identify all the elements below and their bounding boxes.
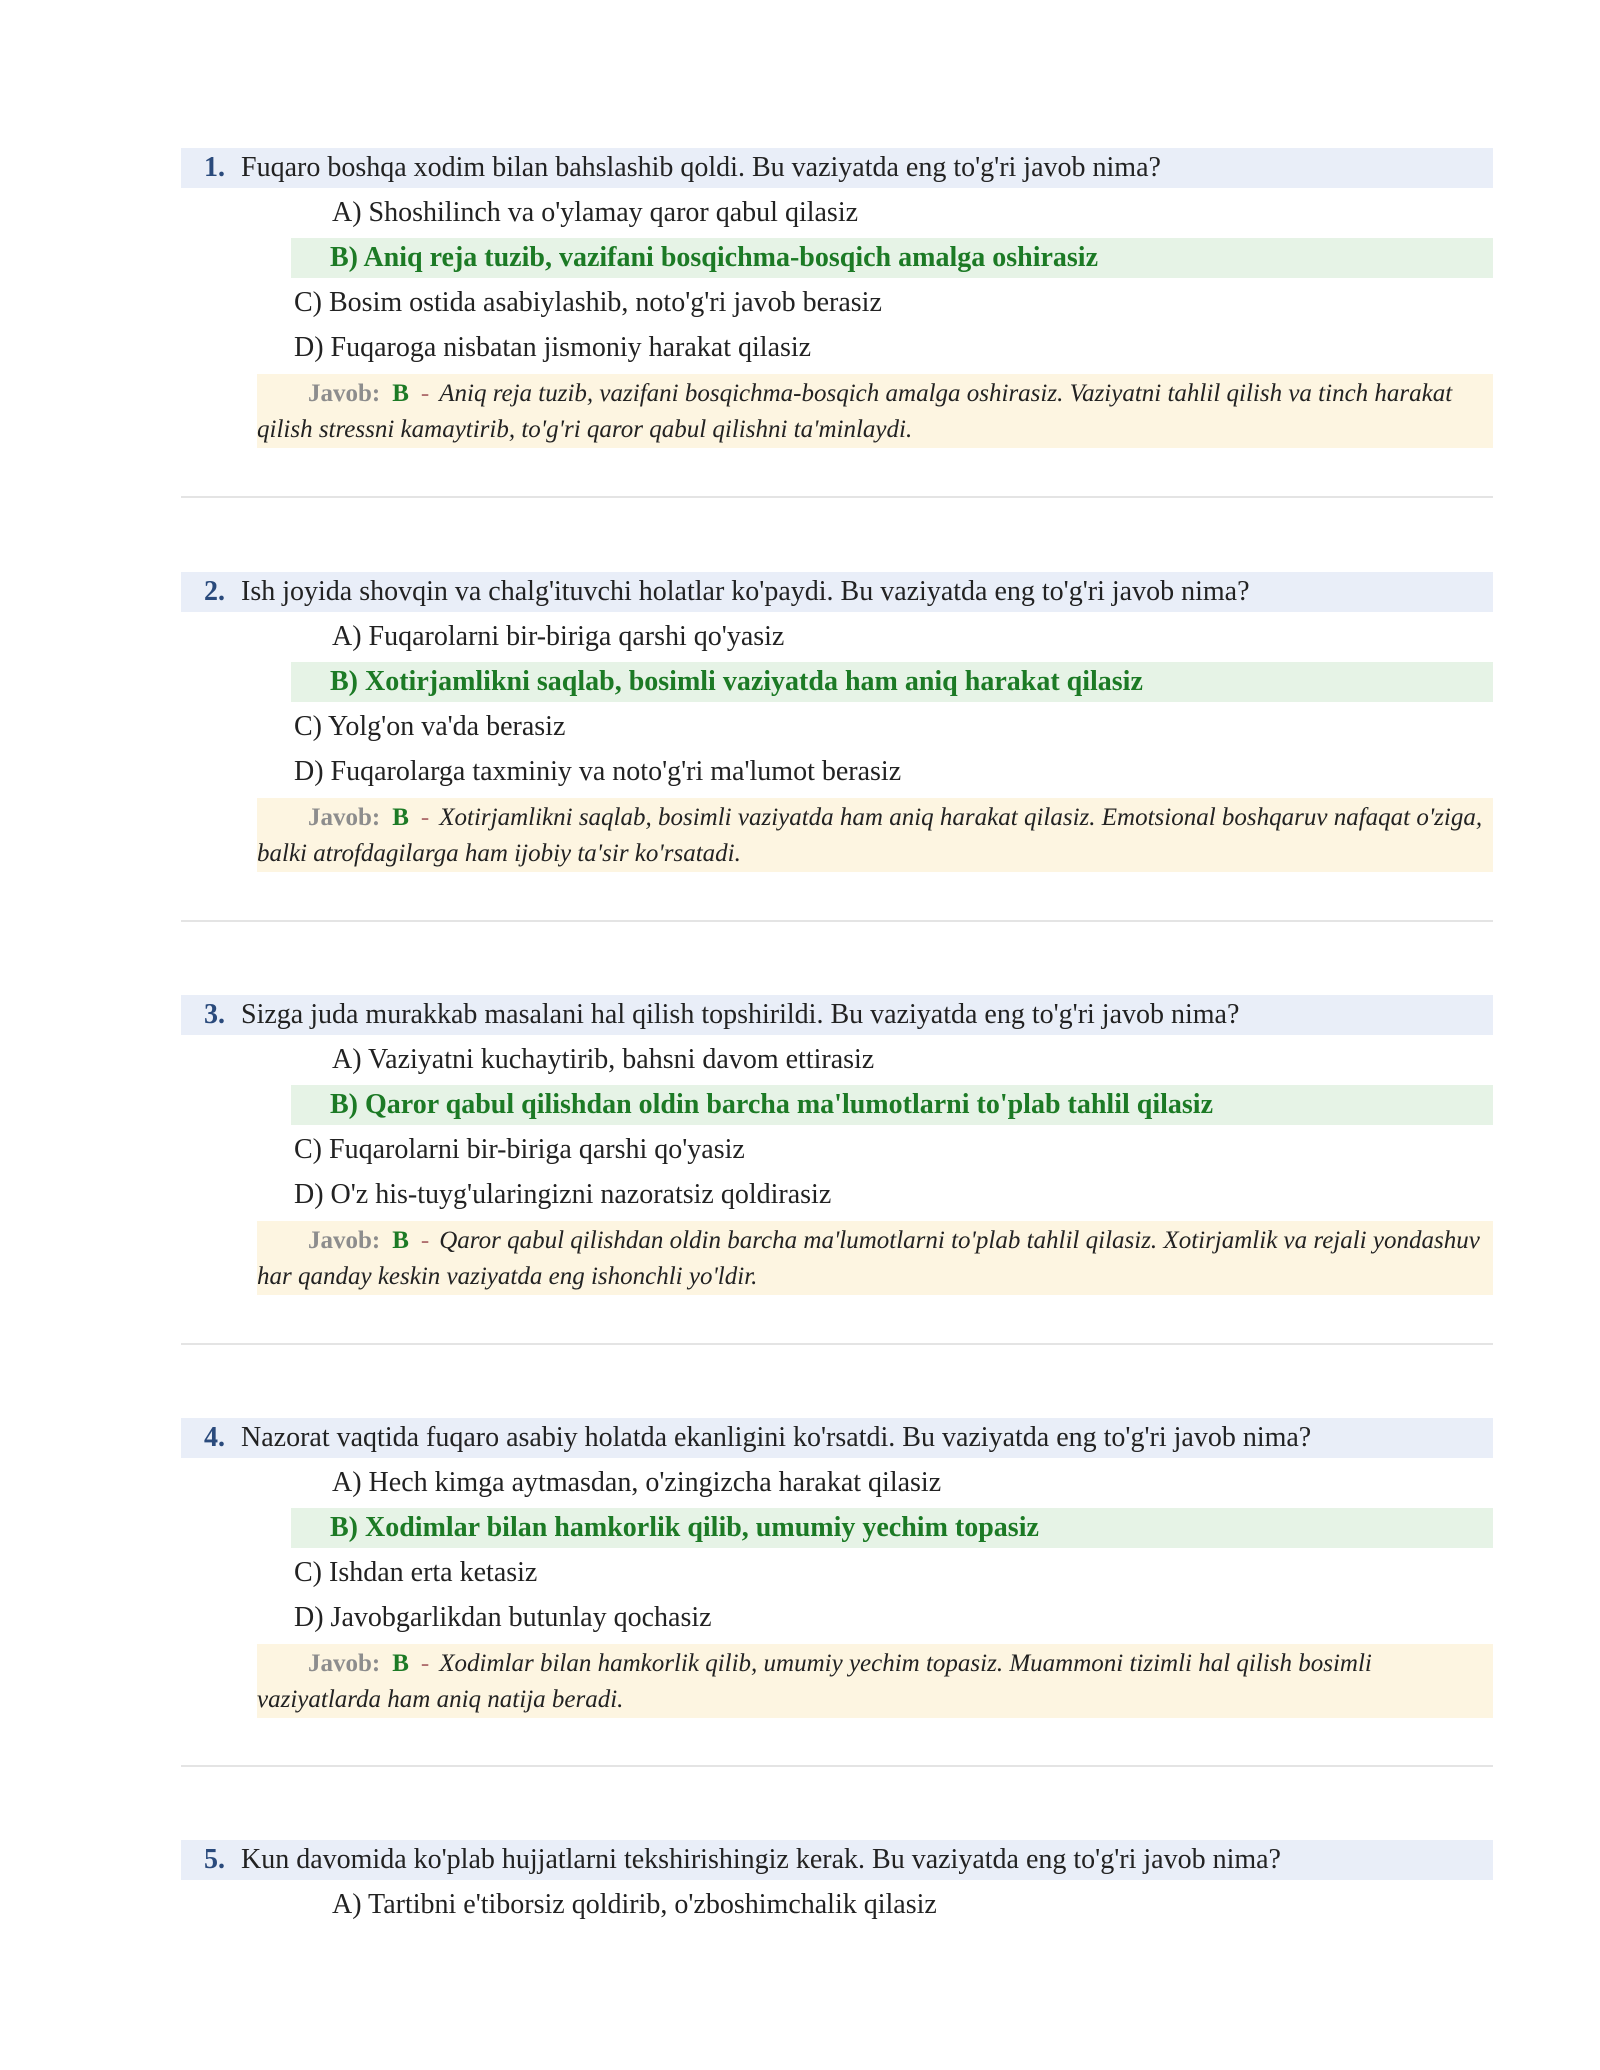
question-number: 5. (204, 1844, 225, 1875)
question-number: 2. (204, 576, 225, 607)
answer-dash: - (420, 804, 430, 831)
question-block-4 (181, 1418, 1493, 1818)
option-b-label: B) Aniq reja tuzib, vazifani bosqichma-bosqich amalga oshirasiz (330, 242, 1099, 273)
option-d[interactable]: D) Fuqarolarga taxminiy va noto'g'ri ma'lumot berasiz (294, 756, 902, 787)
answer-box (257, 798, 1493, 872)
option-b-correct[interactable] (291, 238, 1493, 278)
divider (181, 920, 1493, 922)
question-text: Sizga juda murakkab masalani hal qilish topshirildi. Bu vaziyatda eng to'g'ri javob nima? (241, 999, 1240, 1030)
divider (181, 1343, 1493, 1345)
option-a[interactable]: A) Fuqarolarni bir-biriga qarshi qo'yasiz (332, 621, 785, 652)
option-b-label: B) Qaror qabul qilishdan oldin barcha ma'lumotlarni to'plab tahlil qilasiz (330, 1089, 1213, 1120)
question-text: Ish joyida shovqin va chalg'ituvchi holatlar ko'paydi. Bu vaziyatda eng to'g'ri javob nima? (241, 576, 1250, 607)
option-b-correct[interactable] (291, 1085, 1493, 1125)
question-header (181, 1418, 1493, 1458)
answer-letter: B (392, 380, 409, 407)
question-text: Fuqaro boshqa xodim bilan bahslashib qoldi. Bu vaziyatda eng to'g'ri javob nima? (241, 152, 1161, 183)
answer-box (257, 1644, 1493, 1718)
answer-dash: - (420, 1227, 430, 1254)
question-block-2 (181, 572, 1493, 972)
divider (181, 1765, 1493, 1767)
answer-label: Javob: (308, 1227, 381, 1254)
question-block-5 (181, 1840, 1493, 1940)
option-a[interactable]: A) Hech kimga aytmasdan, o'zingizcha harakat qilasiz (332, 1467, 942, 1498)
option-a[interactable]: A) Vaziyatni kuchaytirib, bahsni davom ettirasiz (332, 1044, 875, 1075)
question-block-3 (181, 995, 1493, 1395)
option-d[interactable]: D) Fuqaroga nisbatan jismoniy harakat qilasiz (294, 332, 812, 363)
option-c[interactable]: C) Ishdan erta ketasiz (294, 1557, 538, 1588)
question-header (181, 1840, 1493, 1880)
option-c[interactable]: C) Yolg'on va'da berasiz (294, 711, 566, 742)
answer-label: Javob: (308, 380, 381, 407)
option-a[interactable]: A) Tartibni e'tiborsiz qoldirib, o'zboshimchalik qilasiz (332, 1889, 937, 1920)
divider (181, 496, 1493, 498)
question-number: 4. (204, 1422, 225, 1453)
option-d[interactable]: D) O'z his-tuyg'ularingizni nazoratsiz qoldirasiz (294, 1179, 832, 1210)
question-header (181, 572, 1493, 612)
question-block-1 (181, 148, 1493, 548)
option-d[interactable]: D) Javobgarlikdan butunlay qochasiz (294, 1602, 712, 1633)
answer-letter: B (392, 1227, 409, 1254)
answer-letter: B (392, 804, 409, 831)
answer-dash: - (420, 1650, 430, 1677)
question-number: 3. (204, 999, 225, 1030)
answer-explanation: Xotirjamlikni saqlab, bosimli vaziyatda ham aniq harakat qilasiz. Emotsional boshqaruv nafaqat o'ziga, balki atrofdagilarga ham ijobiy ta'sir ko'rsatadi. (257, 804, 1483, 867)
answer-label: Javob: (308, 1650, 381, 1677)
answer-box (257, 374, 1493, 448)
question-number: 1. (204, 152, 225, 183)
answer-explanation: Aniq reja tuzib, vazifani bosqichma-bosqich amalga oshirasiz. Vaziyatni tahlil qilish va tinch harakat qilish stressni kamaytirib, to'g'ri qaror qabul qilishni ta'minlaydi. (257, 380, 1453, 443)
option-a[interactable]: A) Shoshilinch va o'ylamay qaror qabul qilasiz (332, 197, 859, 228)
answer-dash: - (420, 380, 430, 407)
answer-explanation: Qaror qabul qilishdan oldin barcha ma'lumotlarni to'plab tahlil qilasiz. Xotirjamlik va rejali yondashuv har qanday keskin vaziyatda eng ishonchli yo'ldir. (257, 1227, 1480, 1290)
question-text: Kun davomida ko'plab hujjatlarni tekshirishingiz kerak. Bu vaziyatda eng to'g'ri javob nima? (241, 1844, 1281, 1875)
option-b-correct[interactable] (291, 662, 1493, 702)
answer-letter: B (392, 1650, 409, 1677)
question-header (181, 995, 1493, 1035)
option-b-label: B) Xotirjamlikni saqlab, bosimli vaziyatda ham aniq harakat qilasiz (330, 666, 1143, 697)
option-b-correct[interactable] (291, 1508, 1493, 1548)
question-text: Nazorat vaqtida fuqaro asabiy holatda ekanligini ko'rsatdi. Bu vaziyatda eng to'g'ri javob nima? (241, 1422, 1312, 1453)
option-c[interactable]: C) Fuqarolarni bir-biriga qarshi qo'yasiz (294, 1134, 745, 1165)
question-header (181, 148, 1493, 188)
option-b-label: B) Xodimlar bilan hamkorlik qilib, umumiy yechim topasiz (330, 1512, 1039, 1543)
answer-label: Javob: (308, 804, 381, 831)
option-c[interactable]: C) Bosim ostida asabiylashib, noto'g'ri javob berasiz (294, 287, 882, 318)
answer-box (257, 1221, 1493, 1295)
answer-explanation: Xodimlar bilan hamkorlik qilib, umumiy yechim topasiz. Muammoni tizimli hal qilish bosimli vaziyatlarda ham aniq natija beradi. (257, 1650, 1372, 1713)
